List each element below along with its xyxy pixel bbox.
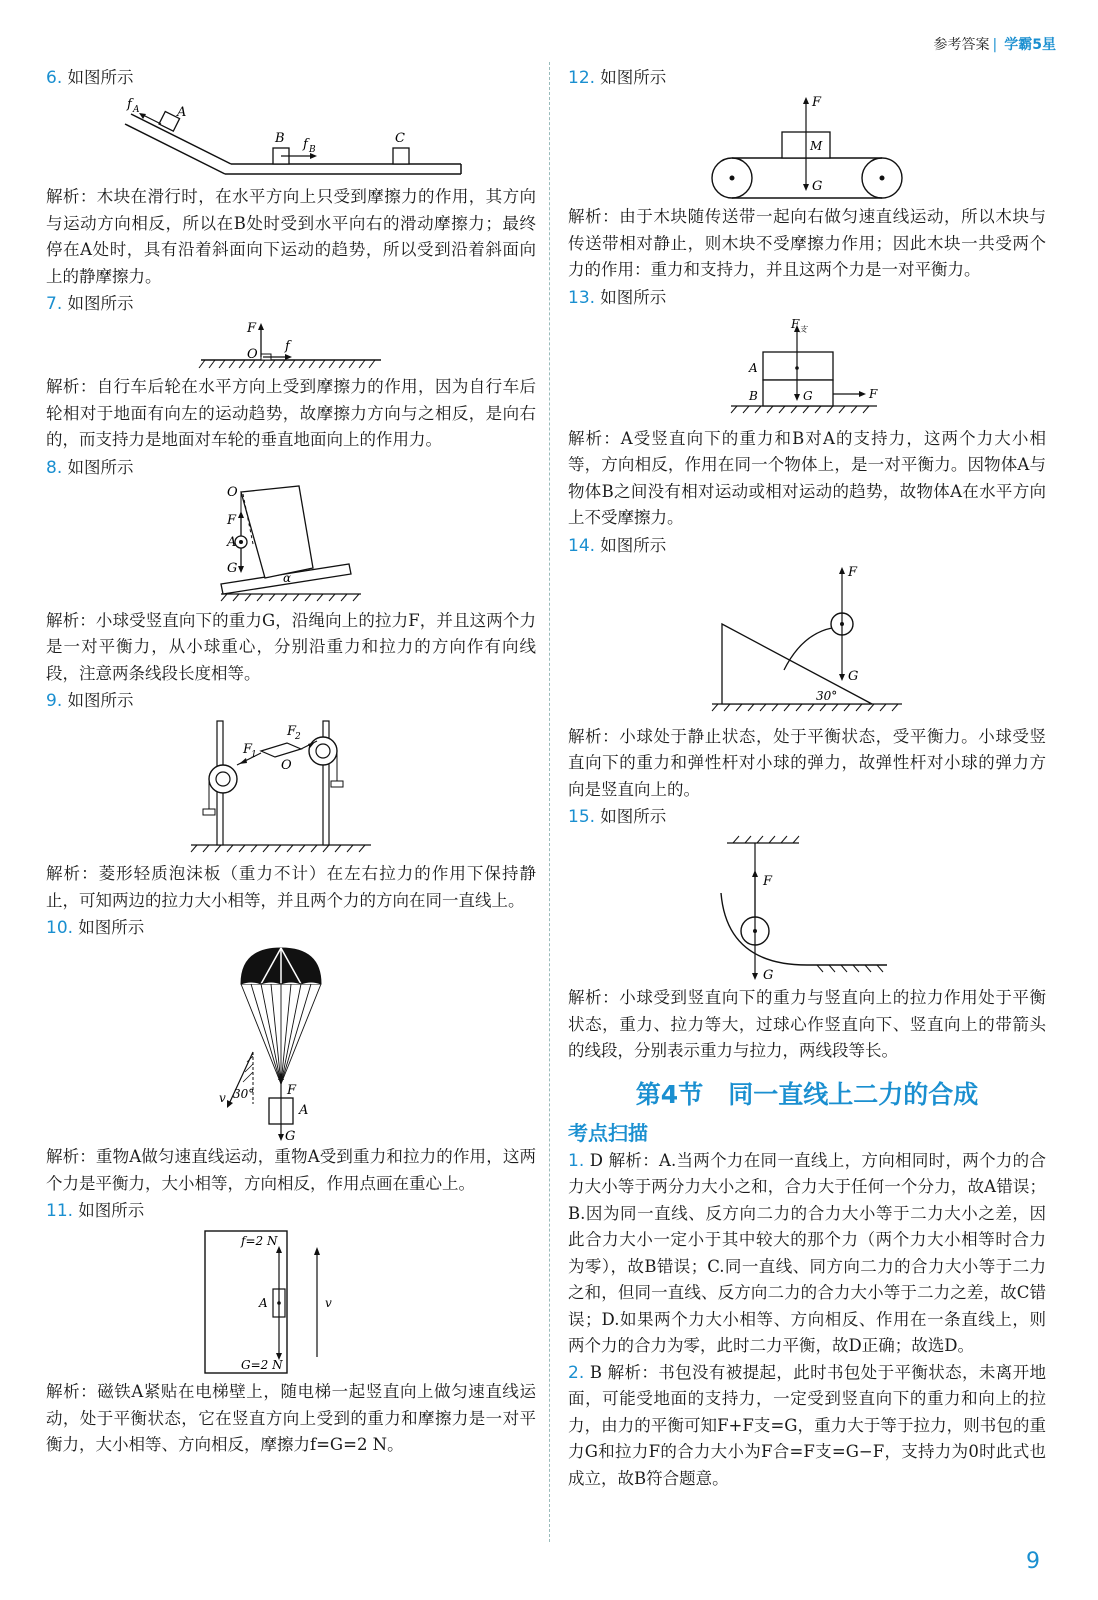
question-number: 14. <box>568 535 596 556</box>
analysis-q8: 解析：小球受竖直向下的重力G，沿绳向上的拉力F，并且这两个力是一对平衡力，从小球重心，分别沿重力和拉力的方向作有向线段，注意两条线段长度相等。 <box>46 610 536 683</box>
answer-choice: B <box>589 1362 602 1382</box>
analysis-q6: 解析：木块在滑行时，在水平方向上只受到摩擦力的作用，其方向与运动方向相反，所以在B处时受到水平向右的滑动摩擦力；最终停在A处时，具有沿着斜面向下运动的趋势，所以受到沿着斜面向上的静摩擦力。 <box>46 187 536 286</box>
question-8 <box>46 454 536 482</box>
question-12 <box>568 64 1046 92</box>
label-O: O <box>227 484 238 500</box>
analysis-q9: 解析：菱形轻质泡沫板（重力不计）在左右拉力的作用下保持静止，可知两边的拉力大小相等，并且两个力的方向在同一直线上。 <box>46 864 536 910</box>
question-number: 15. <box>568 807 596 827</box>
label-F: F <box>227 512 237 528</box>
label-f: f <box>285 339 290 354</box>
question-title: 如图所示 <box>67 294 134 313</box>
label-alpha: α <box>283 570 292 585</box>
question-title: 如图所示 <box>600 68 667 87</box>
label-M: M <box>810 139 823 153</box>
question-14 <box>568 532 1046 560</box>
question-number: 12. <box>568 68 596 88</box>
page-number: 9 <box>1026 1549 1040 1574</box>
label-fa: f <box>127 97 132 112</box>
label-F: F <box>869 386 878 401</box>
label-G: G <box>803 388 813 403</box>
label-A: A <box>227 534 237 550</box>
question-13 <box>568 284 1046 312</box>
label-G: G <box>285 1129 296 1142</box>
label-F2-sub: 2 <box>295 732 301 742</box>
label-a: A <box>177 105 187 120</box>
analysis-q7: 解析：自行车后轮在水平方向上受到摩擦力的作用，因为自行车后轮相对于地面有向左的运动趋势，故摩擦力方向与之相反，是向右的，而支持力是地面对车轮的垂直地面向上的作用力。 <box>46 377 536 449</box>
answer-number: 1. <box>568 1150 585 1171</box>
figure-q14 <box>692 562 922 722</box>
figure-q10 <box>181 944 401 1142</box>
page-header: 参考答案 | 学霸5星 <box>933 37 1056 53</box>
answer-1 <box>568 1148 1046 1360</box>
label-v: v <box>325 1296 332 1310</box>
question-title: 如图所示 <box>600 287 667 307</box>
label-fb-sub: B <box>309 145 316 155</box>
header-brand: 学霸5星 <box>1004 37 1056 53</box>
label-F2: F <box>287 724 297 739</box>
question-number: 10. <box>46 918 74 938</box>
label-c: C <box>395 131 405 146</box>
label-F: F <box>763 874 773 889</box>
figure-q6 <box>111 94 471 182</box>
question-title: 如图所示 <box>78 918 145 937</box>
label-O: O <box>281 758 292 773</box>
label-fb: f <box>303 137 308 152</box>
analysis-q13: 解析：A受竖直向下的重力和B对A的支持力，这两个力大小相等，方向相反，作用在同一个物体上，是一对平衡力。因物体A与物体B之间没有相对运动或相对运动的趋势，故物体A在水平方向上不受摩擦力。 <box>568 428 1046 527</box>
figure-q13 <box>707 314 907 424</box>
answer-text: 解析：书包没有被提起，此时书包处于平衡状态，未离开地面，可能受地面的支持力，一定受到竖直向下的重力和向上的拉力，由力的平衡可知F+F支=G，重力大于等于拉力，则书包的重力G和拉力F的合力大小为F合=F支=G−F，支持力为0时此式也成立，故B符合题意。 <box>568 1362 1046 1488</box>
question-title: 如图所示 <box>78 1201 145 1220</box>
question-number: 6. <box>46 68 63 88</box>
label-G: G <box>812 179 823 194</box>
question-7 <box>46 290 536 318</box>
label-F1: F <box>243 742 253 757</box>
column-divider <box>549 62 550 1542</box>
label-fa-sub: A <box>133 105 140 115</box>
question-title: 如图所示 <box>67 457 134 477</box>
answer-choice: D <box>589 1150 604 1170</box>
figure-q15 <box>707 833 907 983</box>
label-b: B <box>275 131 285 146</box>
question-number: 7. <box>46 294 63 314</box>
question-10 <box>46 914 536 942</box>
label-A: A <box>299 1103 309 1118</box>
label-G: G <box>227 560 238 576</box>
label-angle: 30° <box>816 688 838 703</box>
answer-text: 解析：A.当两个力在同一直线上，方向相同时，两个力的合力大小等于两分力大小之和，合力大于任何一个分力，故A错误；B.因为同一直线、反方向二力的合力大小等于二力大小之差，因此合力大小一定小于其中较大的那个力（两个力大小相等时合力为零），故B错误；C.同一直线、同方向二力的合力大小等于二力之和，但同一直线、反方向二力的合力大小等于二力之差，故C错误；D.如果两个力大小相等、方向相反、作用在一条直线上，则两个力的合力为零，此时二力平衡，故D正确；故选D。 <box>568 1150 1046 1355</box>
analysis-q14: 解析：小球处于静止状态，处于平衡状态，受平衡力。小球受竖直向下的重力和弹性杆对小球的弹力，故弹性杆对小球的弹力方向是竖直向上的。 <box>568 726 1046 799</box>
answer-number: 2. <box>568 1362 585 1383</box>
right-column <box>568 64 1046 1492</box>
question-6 <box>46 64 536 92</box>
analysis-q10: 解析：重物A做匀速直线运动，重物A受到重力和拉力的作用，这两个力是平衡力，大小相等，方向相反，作用点画在重心上。 <box>46 1147 536 1193</box>
question-9 <box>46 687 536 715</box>
analysis-q15: 解析：小球受到竖直向下的重力与竖直向上的拉力作用处于平衡状态，重力、拉力等大，过球心作竖直向下、竖直向上的带箭头的线段，分别表示重力与拉力，两线段等长。 <box>568 988 1046 1060</box>
label-G: G <box>848 668 859 684</box>
label-Fz-sub: 支 <box>799 324 807 334</box>
label-angle: 30° <box>233 1087 255 1101</box>
figure-q8 <box>181 484 401 606</box>
label-O: O <box>247 347 258 362</box>
subsection-title: 考点扫描 <box>568 1120 648 1145</box>
figure-q9 <box>171 717 411 859</box>
label-F: F <box>848 564 858 580</box>
label-A: A <box>749 360 758 375</box>
label-f: f=2 N <box>241 1234 278 1248</box>
section-title: 第4节 同一直线上二力的合成 <box>635 1079 979 1109</box>
label-F: F <box>812 95 822 110</box>
question-number: 8. <box>46 457 63 478</box>
label-G: G <box>763 968 774 983</box>
figure-q11 <box>191 1227 391 1377</box>
answer-2 <box>568 1360 1046 1493</box>
question-number: 11. <box>46 1201 74 1221</box>
header-label: 参考答案 <box>933 37 990 53</box>
label-v: v <box>219 1091 226 1105</box>
question-number: 13. <box>568 287 596 308</box>
analysis-q12: 解析：由于木块随传送带一起向右做匀速直线运动，所以木块与传送带相对静止，则木块不受摩擦力作用；因此木块一共受两个力的作用：重力和支持力，并且这两个力是一对平衡力。 <box>568 207 1046 279</box>
label-F: F <box>247 321 257 336</box>
label-B: B <box>749 388 758 403</box>
figure-q7 <box>181 320 401 372</box>
question-title: 如图所示 <box>67 691 134 710</box>
label-A: A <box>259 1296 268 1310</box>
question-title: 如图所示 <box>600 535 667 555</box>
question-number: 9. <box>46 691 63 711</box>
question-11 <box>46 1197 536 1225</box>
analysis-q11: 解析：磁铁A紧贴在电梯壁上，随电梯一起竖直向上做匀速直线运动，处于平衡状态，它在竖直方向上受到的重力和摩擦力是一对平衡力，大小相等、方向相反，摩擦力f=G=2 N。 <box>46 1382 536 1454</box>
label-F1-sub: 1 <box>251 750 257 760</box>
label-Fz: F <box>791 316 800 331</box>
question-title: 如图所示 <box>600 807 667 826</box>
label-F: F <box>287 1083 297 1098</box>
left-column <box>46 64 536 1459</box>
label-G: G=2 N <box>241 1358 283 1372</box>
question-title: 如图所示 <box>67 68 134 87</box>
question-15 <box>568 803 1046 831</box>
figure-q12 <box>692 94 922 202</box>
